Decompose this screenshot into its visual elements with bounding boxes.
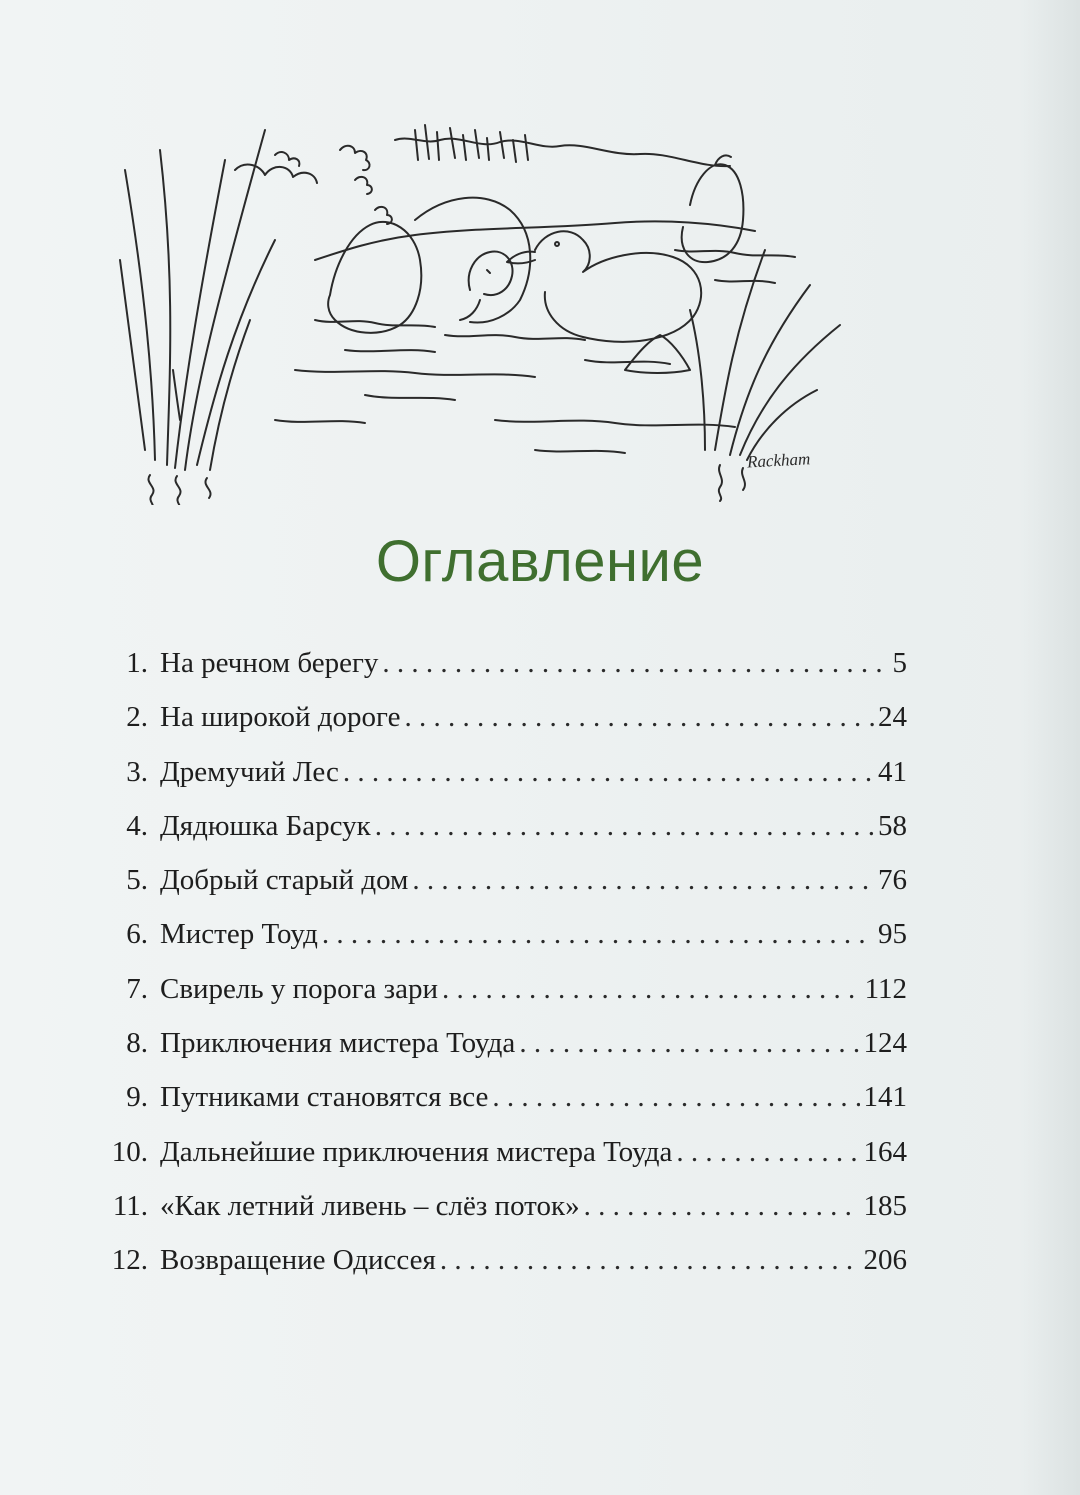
page-edge-shadow (1020, 0, 1080, 1495)
toc-page-number: 76 (878, 864, 907, 897)
toc-entry (110, 1179, 907, 1233)
toc-page-number: 164 (863, 1135, 907, 1168)
toc-page-number: 185 (863, 1189, 907, 1222)
toc-chapter-title: Дремучий Лес (160, 755, 339, 788)
toc-page-number: 141 (863, 1081, 907, 1114)
toc-chapter-number: 2. (126, 701, 148, 734)
toc-page-number: 112 (864, 972, 907, 1005)
toc-chapter-title: Дальнейшие приключения мистера Тоуда (160, 1135, 673, 1168)
toc-chapter-number: 12. (111, 1244, 148, 1277)
toc-chapter-title: Свирель у порога зари (160, 972, 439, 1005)
toc-entry (110, 745, 907, 799)
toc-chapter-title: Путниками становятся все (160, 1081, 489, 1114)
toc-chapter-title: Мистер Тоуд (160, 918, 318, 951)
toc-chapter-number: 7. (126, 972, 148, 1005)
toc-entry (110, 907, 907, 961)
toc-chapter-title: Дядюшка Барсук (160, 809, 371, 842)
toc-page-number: 41 (878, 755, 907, 788)
toc-page-number: 24 (878, 701, 907, 734)
toc-dot-leader (519, 1016, 859, 1070)
toc-dot-leader (440, 1233, 860, 1287)
toc-chapter-title: На речном берегу (160, 647, 379, 679)
toc-page-number: 5 (892, 647, 907, 679)
toc-chapter-title: Возвращение Одиссея (160, 1244, 436, 1277)
toc-chapter-number: 1. (126, 647, 148, 679)
toc-dot-leader (412, 853, 874, 907)
toc-entry (110, 962, 907, 1016)
table-of-contents (110, 636, 907, 1288)
toc-entry (110, 1233, 907, 1287)
toc-dot-leader (404, 690, 874, 744)
toc-entry (110, 1016, 907, 1070)
toc-chapter-number: 3. (126, 755, 148, 788)
page-title: Оглавление (375, 529, 705, 594)
toc-entry (110, 1070, 907, 1124)
toc-dot-leader (492, 1070, 859, 1124)
toc-entry (110, 636, 907, 690)
toc-chapter-title: Приключения мистера Тоуда (160, 1027, 516, 1060)
toc-chapter-number: 11. (112, 1189, 148, 1222)
toc-entry (110, 690, 907, 744)
toc-chapter-title: Добрый старый дом (160, 864, 409, 897)
water-ripples-drawing (275, 250, 795, 453)
toc-chapter-number: 10. (111, 1135, 148, 1168)
toc-chapter-number: 9. (126, 1081, 148, 1114)
toc-page-number: 58 (878, 809, 907, 842)
toc-dot-leader (584, 1179, 860, 1233)
toc-dot-leader (382, 636, 888, 690)
toc-entry (110, 799, 907, 853)
toc-chapter-number: 4. (126, 809, 148, 842)
toc-chapter-number: 8. (126, 1027, 148, 1060)
reeds-left-drawing (120, 130, 275, 505)
toc-entry (110, 853, 907, 907)
toc-chapter-number: 5. (126, 864, 148, 897)
toc-dot-leader (676, 1125, 859, 1179)
toc-page-number: 95 (878, 918, 907, 951)
toc-page-number: 124 (863, 1027, 907, 1060)
toc-dot-leader (375, 799, 874, 853)
toc-page-number: 206 (863, 1244, 907, 1277)
toc-entry (110, 1125, 907, 1179)
ducks-drawing (328, 155, 743, 341)
toc-chapter-title: На широкой дороге (160, 701, 401, 734)
duck-pond-illustration (115, 120, 875, 505)
toc-dot-leader (322, 907, 874, 961)
riverbank-drawing (235, 125, 755, 260)
toc-dot-leader (442, 962, 861, 1016)
illustrator-signature: Rackham (746, 449, 811, 472)
toc-chapter-number: 6. (126, 918, 148, 951)
toc-chapter-title: «Как летний ливень – слёз поток» (160, 1189, 580, 1222)
toc-dot-leader (343, 745, 874, 799)
